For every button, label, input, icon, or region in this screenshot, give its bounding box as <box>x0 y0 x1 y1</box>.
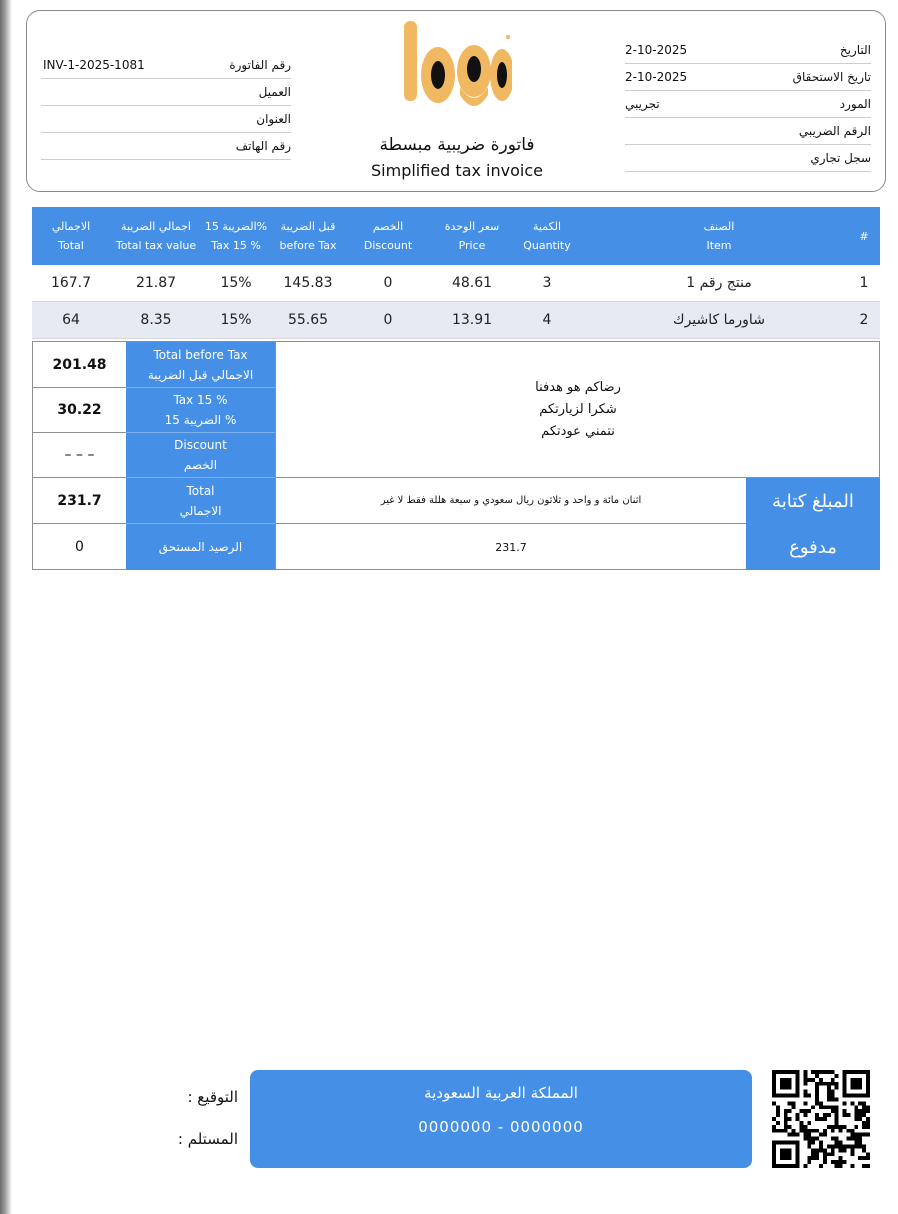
row-item: منتج رقم 1 <box>686 275 752 291</box>
due-date-row <box>625 64 871 91</box>
col-item-en: Item <box>706 239 732 252</box>
invoice-header <box>26 10 886 192</box>
col-quantity-en: Quantity <box>523 239 571 252</box>
tax-label-ar: الضريبة 15 % <box>164 413 237 427</box>
due-date-value: 2-10-2025 <box>625 70 688 84</box>
col-total-en: Total <box>58 239 84 252</box>
qr-code-icon <box>772 1070 870 1168</box>
invoice-title-arabic: فاتورة ضريبية مبسطة <box>379 135 535 155</box>
address-row <box>41 106 291 133</box>
col-discount <box>352 217 424 255</box>
company-logo <box>402 17 512 117</box>
before-tax-label <box>126 342 275 388</box>
due-date-label: تاريخ الاستحقاق <box>792 70 871 84</box>
footer-phone: 0000000 - 0000000 <box>418 1118 584 1136</box>
discount-label <box>126 433 275 478</box>
row-number: 1 <box>859 275 869 291</box>
balance-due-value: 0 <box>75 539 84 555</box>
date-label: التاريخ <box>839 43 871 57</box>
signature-label: التوقيع : <box>187 1088 238 1106</box>
amount-in-words-label: المبلغ كتابة <box>746 478 880 524</box>
col-price-en: Price <box>458 239 486 252</box>
thank-you-message <box>275 342 880 478</box>
tax-label-en: Tax 15 % <box>173 393 228 407</box>
col-total-tax <box>112 217 200 255</box>
col-total-ar: الاجمالي <box>51 220 91 233</box>
row-tax: 15% <box>220 312 252 328</box>
col-item-ar: الصنف <box>703 220 735 233</box>
balance-due-label-ar: الرصيد المستحق <box>158 540 243 554</box>
col-number: # <box>859 230 869 243</box>
col-price-ar: سعر الوحدة <box>444 220 500 233</box>
grand-total-label-en: Total <box>186 483 215 498</box>
address-label: العنوان <box>256 112 291 126</box>
receiver-label: المستلم : <box>177 1130 238 1148</box>
paid-amount: 231.7 <box>275 524 746 570</box>
row-price: 48.61 <box>451 275 493 291</box>
supplier-row <box>625 91 871 118</box>
footer-country: المملكة العربية السعودية <box>424 1084 578 1102</box>
customer-label: العميل <box>258 85 291 99</box>
invoice-number-label: رقم الفاتورة <box>229 58 291 72</box>
col-before-tax-en: before Tax <box>279 239 337 252</box>
company-footer <box>250 1070 752 1168</box>
row-before-tax: 55.65 <box>287 312 329 328</box>
before-tax-label-ar: الاجمالي قبل الضريبة <box>147 367 254 382</box>
row-total-tax: 8.35 <box>140 312 172 328</box>
discount-value: – – – <box>33 433 126 478</box>
amount-in-words: اثنان مائة و واحد و ثلاثون ريال سعودي و سبعة هللة فقط لا غير <box>275 478 746 524</box>
tax-value: 30.22 <box>33 388 126 433</box>
row-before-tax: 145.83 <box>283 275 333 291</box>
row-discount: 0 <box>383 312 393 328</box>
supplier-value: تجريبي <box>625 97 660 111</box>
grand-total-label-ar: الاجمالي <box>179 503 222 518</box>
col-tax-ar: الضريبة 15% <box>204 220 268 233</box>
col-total-tax-ar: اجمالي الضريبة <box>121 220 191 233</box>
tax-number-label: الرقم الضريبي <box>798 124 871 138</box>
invoice-title-english: Simplified tax invoice <box>371 161 543 180</box>
invoice-number-row <box>41 52 291 79</box>
discount-label-en: Discount <box>174 438 227 452</box>
phone-label: رقم الهاتف <box>235 139 291 153</box>
row-total: 167.7 <box>50 275 92 291</box>
table-row <box>32 265 880 302</box>
row-total-tax: 21.87 <box>135 275 177 291</box>
invoice-number-value: INV-1-2025-1081 <box>43 58 145 72</box>
before-tax-label-en: Total before Tax <box>153 347 248 362</box>
grand-total-value: 231.7 <box>33 478 126 524</box>
thanks-line-2: شكرا لزيارتكم <box>539 401 617 417</box>
tax-label <box>126 388 275 433</box>
col-tax-en: Tax 15 % <box>211 239 261 252</box>
row-discount: 0 <box>383 275 393 291</box>
col-before-tax-ar: قبل الضريبة <box>280 220 336 233</box>
supplier-label: المورد <box>839 97 871 111</box>
col-quantity <box>510 217 584 255</box>
commercial-register-row <box>625 145 871 172</box>
items-table <box>32 207 880 339</box>
tax-number-row <box>625 118 871 145</box>
col-total <box>36 217 106 255</box>
row-tax: 15% <box>220 275 252 291</box>
balance-due-label <box>126 524 275 570</box>
col-item <box>672 217 766 255</box>
row-number: 2 <box>859 312 869 328</box>
table-row <box>32 302 880 339</box>
col-total-tax-en: Total tax value <box>115 239 197 252</box>
row-quantity: 4 <box>542 312 552 328</box>
items-table-header <box>32 207 880 265</box>
col-price <box>436 217 508 255</box>
commercial-register-label: سجل تجاري <box>810 151 871 165</box>
row-total: 64 <box>62 312 80 328</box>
row-price: 13.91 <box>451 312 493 328</box>
paid-label: مدفوع <box>746 524 880 570</box>
page-edge-shadow <box>0 0 12 1214</box>
invoice-summary <box>32 341 880 570</box>
date-value: 2-10-2025 <box>625 43 688 57</box>
row-quantity: 3 <box>542 275 552 291</box>
before-tax-value: 201.48 <box>33 342 126 388</box>
col-quantity-ar: الكمية <box>532 220 562 233</box>
date-row <box>625 37 871 64</box>
col-discount-en: Discount <box>363 239 413 252</box>
thanks-line-1: رضاكم هو هدفنا <box>535 379 621 395</box>
col-before-tax <box>272 217 344 255</box>
col-discount-ar: الخصم <box>372 220 404 233</box>
col-tax <box>202 217 270 255</box>
phone-row <box>41 133 291 160</box>
discount-label-ar: الخصم <box>183 458 218 472</box>
customer-row <box>41 79 291 106</box>
grand-total-label <box>126 478 275 524</box>
thanks-line-3: نتمني عودتكم <box>541 423 615 439</box>
row-item: شاورما كاشيرك <box>673 312 765 328</box>
